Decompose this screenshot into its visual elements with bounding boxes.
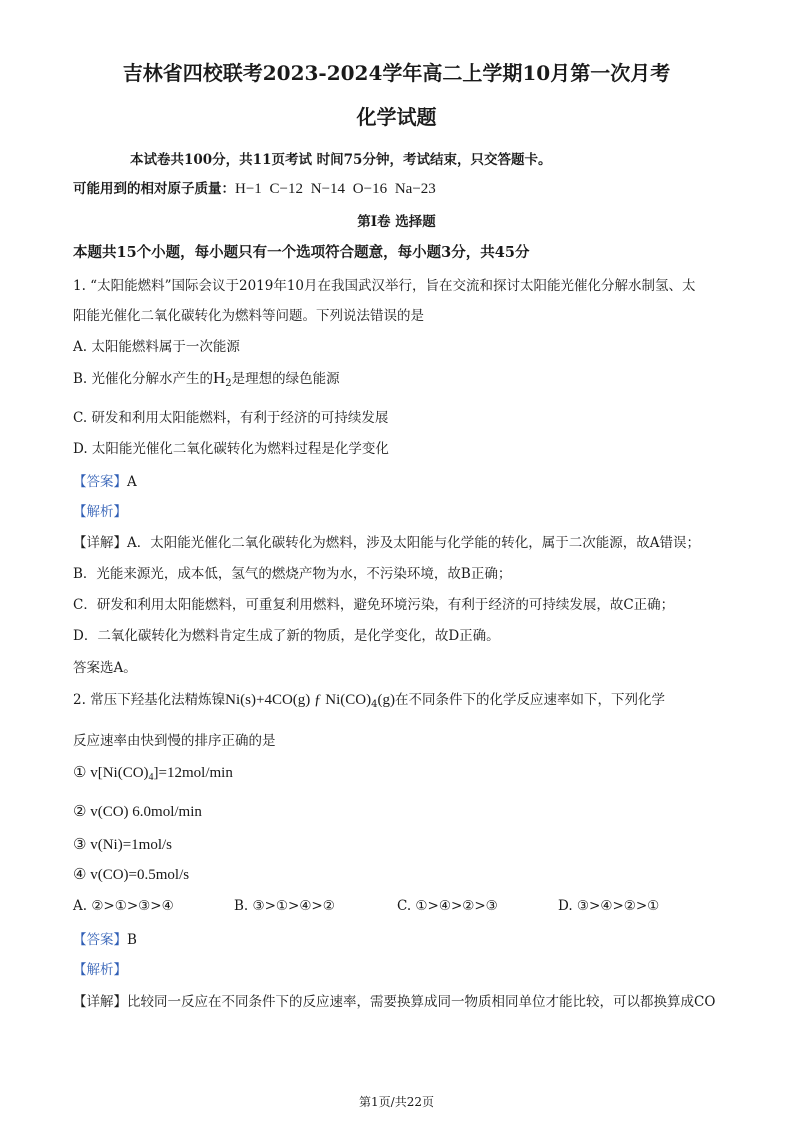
q1-detail-c: C．研发和利用太阳能燃料，可重复利用燃料，避免环境污染，有利于经济的可持续发展，故C正确； — [73, 597, 675, 613]
q1-option-b — [73, 369, 340, 393]
q2-equation: Ni(s)+4CO(g) ƒ Ni(CO) — [225, 692, 372, 708]
q1-option-c: C. 研发和利用太阳能燃料，有利于经济的可持续发展 — [73, 410, 389, 426]
q1-stem-line2: 阳能光催化二氧化碳转化为燃料等问题。下列说法错误的是 — [73, 308, 424, 324]
atomic-mass-line — [73, 180, 436, 198]
exam-subtitle: 化学试题 — [356, 105, 437, 129]
q1-detail-d: D．二氧化碳转化为燃料肯定生成了新的物质，是化学变化，故D正确。 — [73, 628, 500, 644]
q2-answer-tag: 【答案】 — [73, 932, 127, 948]
q1-option-a: A. 太阳能燃料属于一次能源 — [73, 339, 240, 355]
q2-detail — [73, 993, 715, 1011]
q2-rate-4: ④ v(CO)=0.5mol/s — [73, 867, 190, 883]
exam-info: 本试卷共100分，共11页考试 时间75分钟，考试结束，只交答题卡。 — [130, 152, 552, 168]
q2-stem-rest: 在不同条件下的化学反应速率如下，下列化学 — [395, 692, 665, 708]
q1-option-b-formula: H — [213, 368, 226, 387]
q2-detail-text: 比较同一反应在不同条件下的反应速率，需要换算成同一物质相同单位才能比较，可以都换算成CO — [127, 994, 716, 1010]
q1-answer-value: A — [127, 474, 137, 490]
q1-option-b-subscript: 2 — [225, 378, 232, 389]
q1-analysis-tag: 【解析】 — [73, 504, 127, 520]
q1-detail-b: B．光能来源光，成本低，氢气的燃烧产物为水，不污染环境，故B正确； — [73, 566, 512, 582]
atomic-mass-label: 可能用到的相对原子质量： — [73, 181, 235, 197]
q2-answer-value: B — [127, 932, 137, 948]
page-number-footer: 第1页/共22页 — [359, 1095, 434, 1109]
q1-answer-tag: 【答案】 — [73, 474, 127, 490]
q2-equation-subscript: 4 — [371, 699, 378, 710]
q2-rate-3: ③ v(Ni)=1mol/s — [73, 837, 172, 853]
q2-rate-1 — [73, 764, 233, 787]
q2-stem-line1 — [73, 691, 665, 714]
q2-option-b: B. ③>①>④>② — [234, 898, 335, 914]
q2-rate-1-text: ① v[Ni(CO) — [73, 765, 149, 781]
q1-option-b-rest: 是理想的绿色能源 — [231, 371, 340, 387]
exam-title: 吉林省四校联考2023-2024学年高二上学期10月第一次月考 — [122, 61, 671, 85]
section-heading: 第Ⅰ卷 选择题 — [357, 214, 436, 230]
q2-stem-line2: 反应速率由快到慢的排序正确的是 — [73, 733, 276, 749]
atomic-mass-values: H−1 C−12 N−14 O−16 Na−23 — [235, 181, 436, 197]
q2-option-d: D. ③>④>②>① — [558, 898, 660, 914]
q2-option-c: C. ①>④>②>③ — [397, 898, 498, 914]
q2-rate-2: ② v(CO) 6.0mol/min — [73, 804, 202, 820]
q1-detail-a — [73, 534, 700, 552]
q2-rate-1-subscript: 4 — [148, 772, 154, 783]
q1-stem-line1: 1. “太阳能燃料”国际会议于2019年10月在我国武汉举行，旨在交流和探讨太阳能光催化分解水制氢、太 — [73, 278, 696, 294]
q2-analysis-tag: 【解析】 — [73, 962, 127, 978]
q1-option-b-text: B. 光催化分解水产生的 — [73, 371, 214, 387]
q1-answer — [73, 473, 137, 491]
q2-option-a: A. ②>①>③>④ — [73, 898, 174, 914]
section-instruction: 本题共15个小题，每小题只有一个选项符合题意，每小题3分，共45分 — [73, 244, 530, 261]
q2-detail-tag: 【详解】 — [73, 994, 127, 1010]
q1-detail-tag: 【详解】 — [73, 535, 127, 551]
q2-stem-text: 2. 常压下羟基化法精炼镍 — [73, 692, 226, 708]
q2-rate-1-end: ]=12mol/min — [153, 765, 233, 781]
q2-answer — [73, 931, 137, 949]
q1-detail-a-text: A．太阳能光催化二氧化碳转化为燃料，涉及太阳能与化学能的转化，属于二次能源，故A错误； — [127, 535, 700, 551]
q1-conclusion: 答案选A。 — [73, 660, 137, 676]
q1-option-d: D. 太阳能光催化二氧化碳转化为燃料过程是化学变化 — [73, 441, 389, 457]
q2-equation-end: (g) — [377, 692, 395, 708]
